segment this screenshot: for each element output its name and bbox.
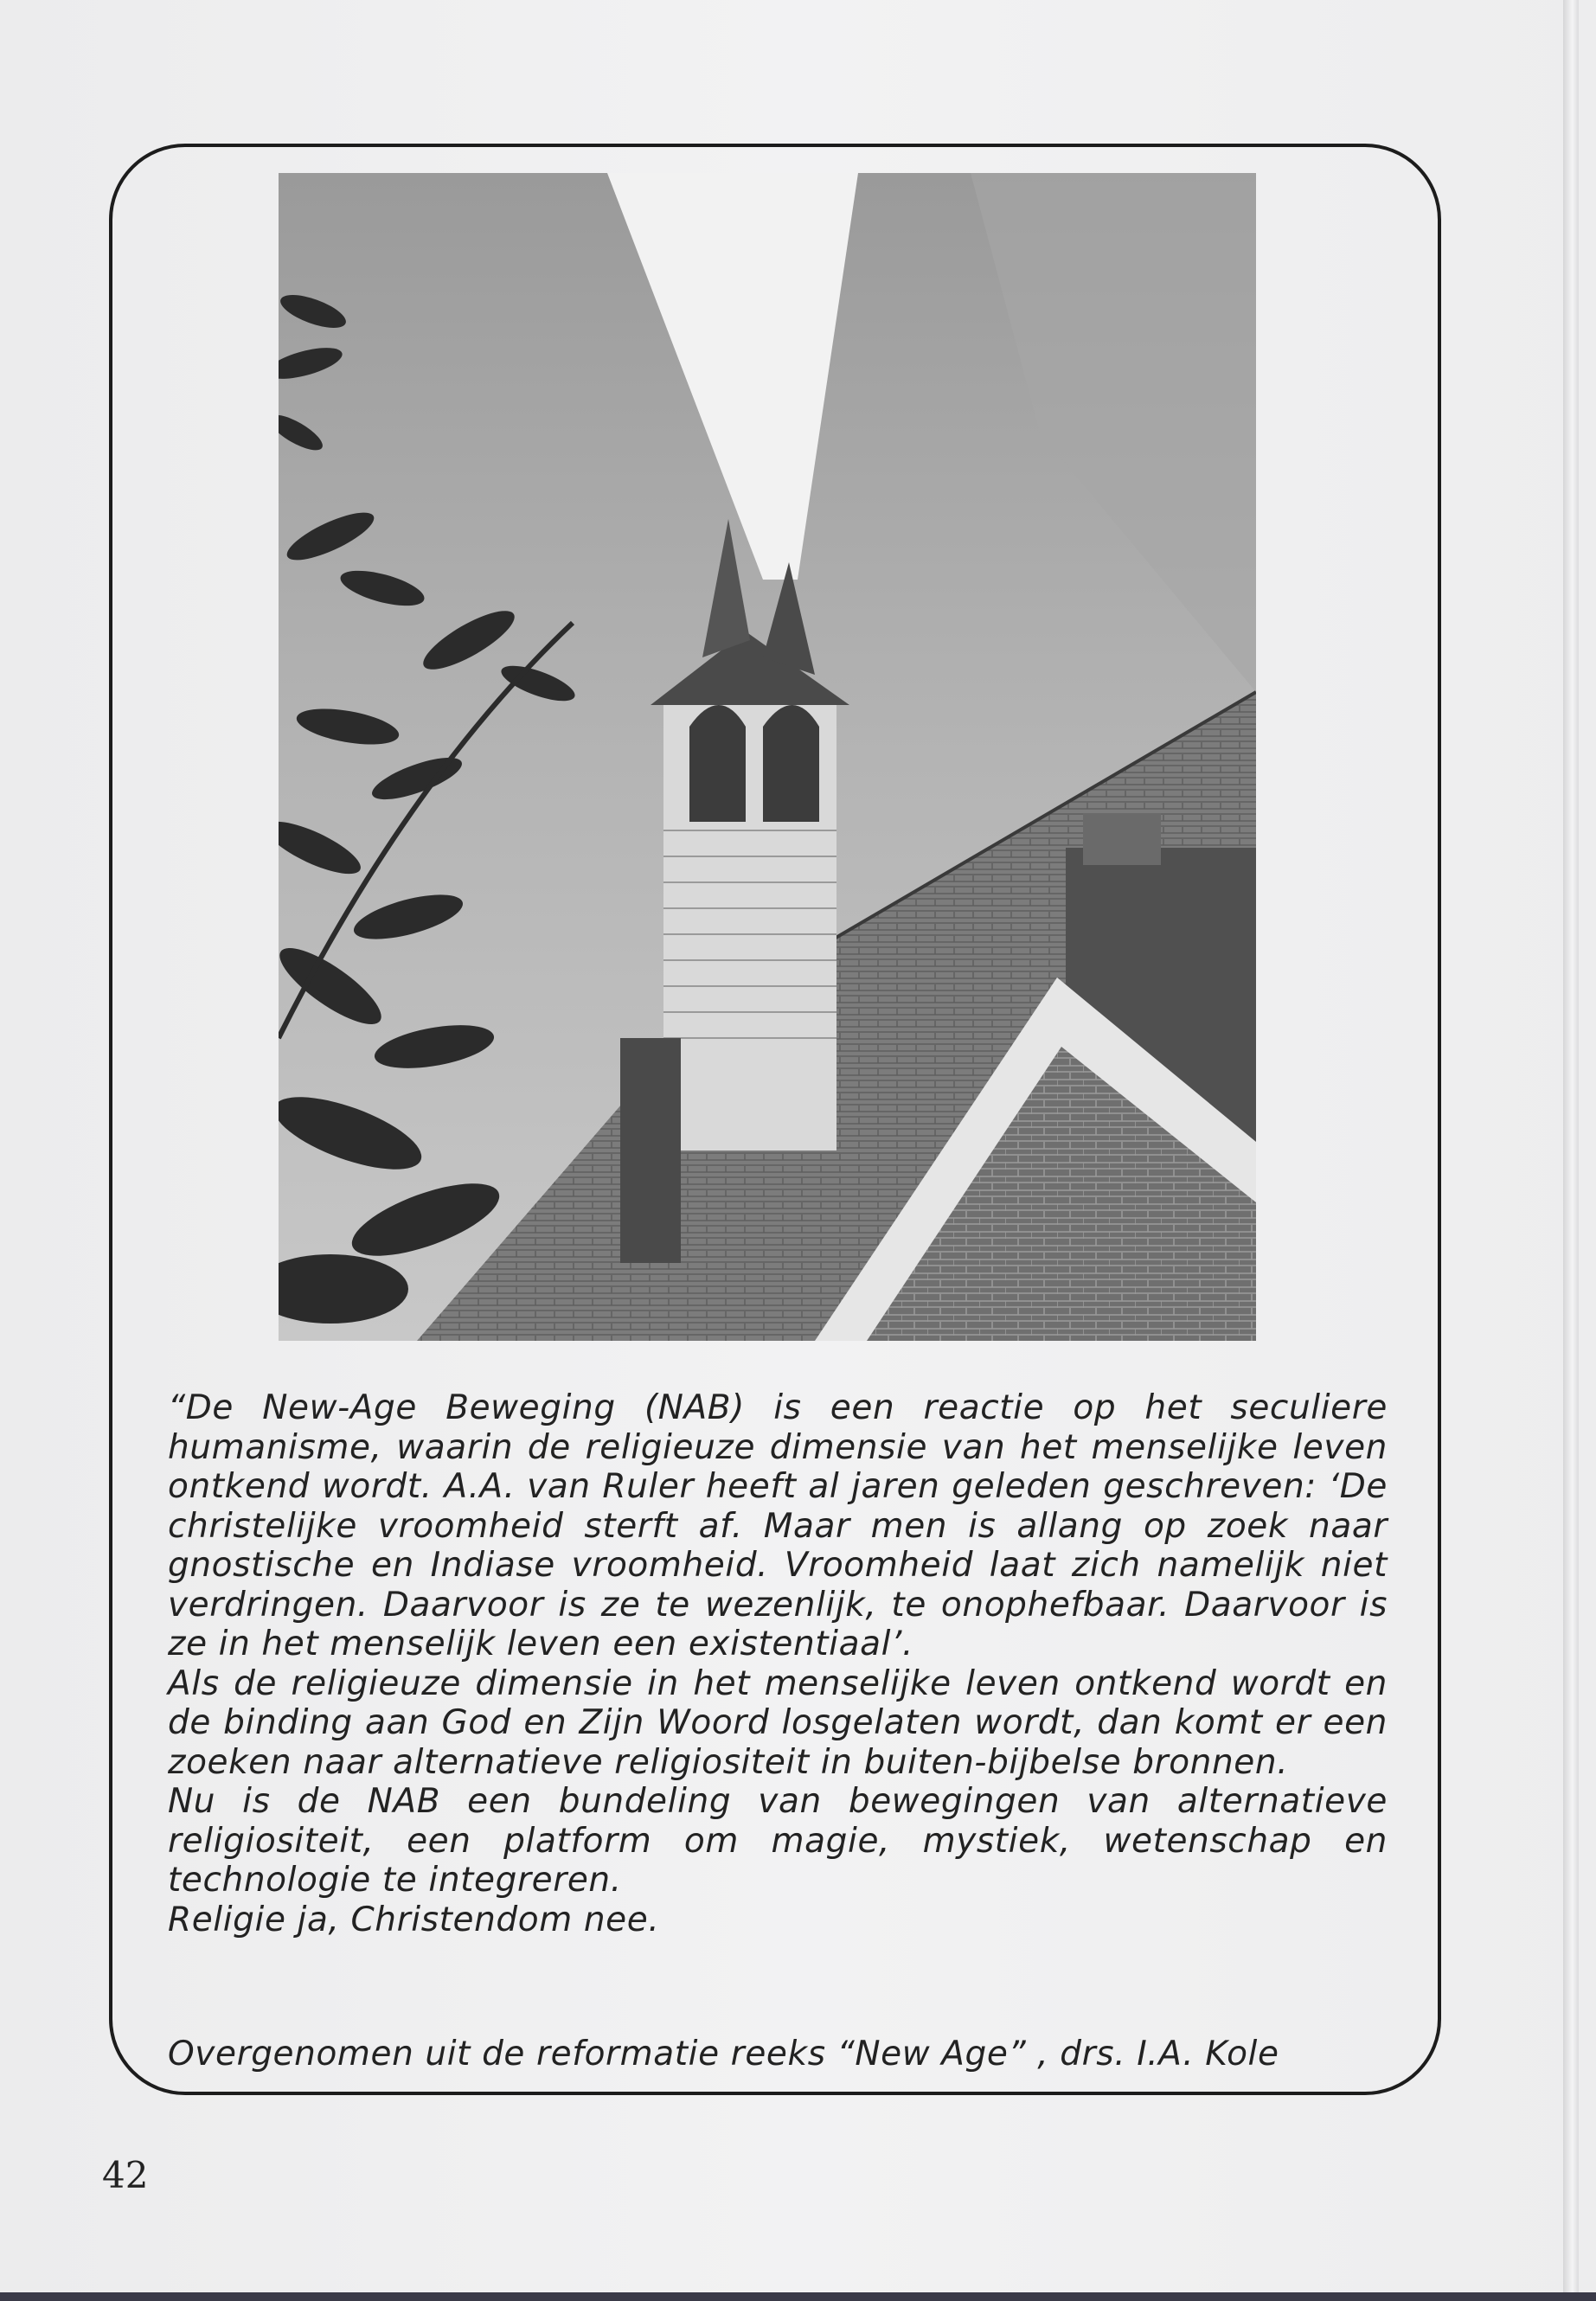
- quote-paragraph: Religie ja, Christendom nee.: [168, 1900, 660, 1939]
- quote-paragraph: Nu is de NAB een bundeling van bewegingen van alternatieve religiositeit, een platform om magie, mystiek, wetenschap en technologie te integreren.: [168, 1782, 1388, 1900]
- quote-text: [168, 1388, 1388, 1939]
- church-photo: [279, 173, 1256, 1341]
- page-bottom-edge: [0, 2292, 1596, 2301]
- page-number: 42: [102, 2154, 149, 2196]
- quote-source: Overgenomen uit de reformatie reeks “New Age” , drs. I.A. Kole: [168, 2035, 1279, 2073]
- quote-paragraph: Als de religieuze dimensie in het menselijke leven ontkend wordt en de binding aan God en Zijn Woord losgelaten wordt, dan komt er een zoeken naar alternatieve religiositeit in buiten-bijbelse bronnen.: [168, 1663, 1388, 1782]
- page-edge: [1563, 0, 1579, 2301]
- quote-paragraph: “De New-Age Beweging (NAB) is een reactie op het seculiere humanisme, waarin de religieuze dimensie van het menselijke leven ontkend wordt. A.A. van Ruler heeft al jaren geleden geschreven: ‘De christelijke vroomheid sterft af. Maar men is allang op zoek naar gnostische en Indiase vroomheid. Vroomheid laat zich namelijk niet verdringen. Daarvoor is ze te wezenlijk, te onophefbaar. Daarvoor is ze in het menselijk leven een existentiaal’.: [168, 1388, 1388, 1663]
